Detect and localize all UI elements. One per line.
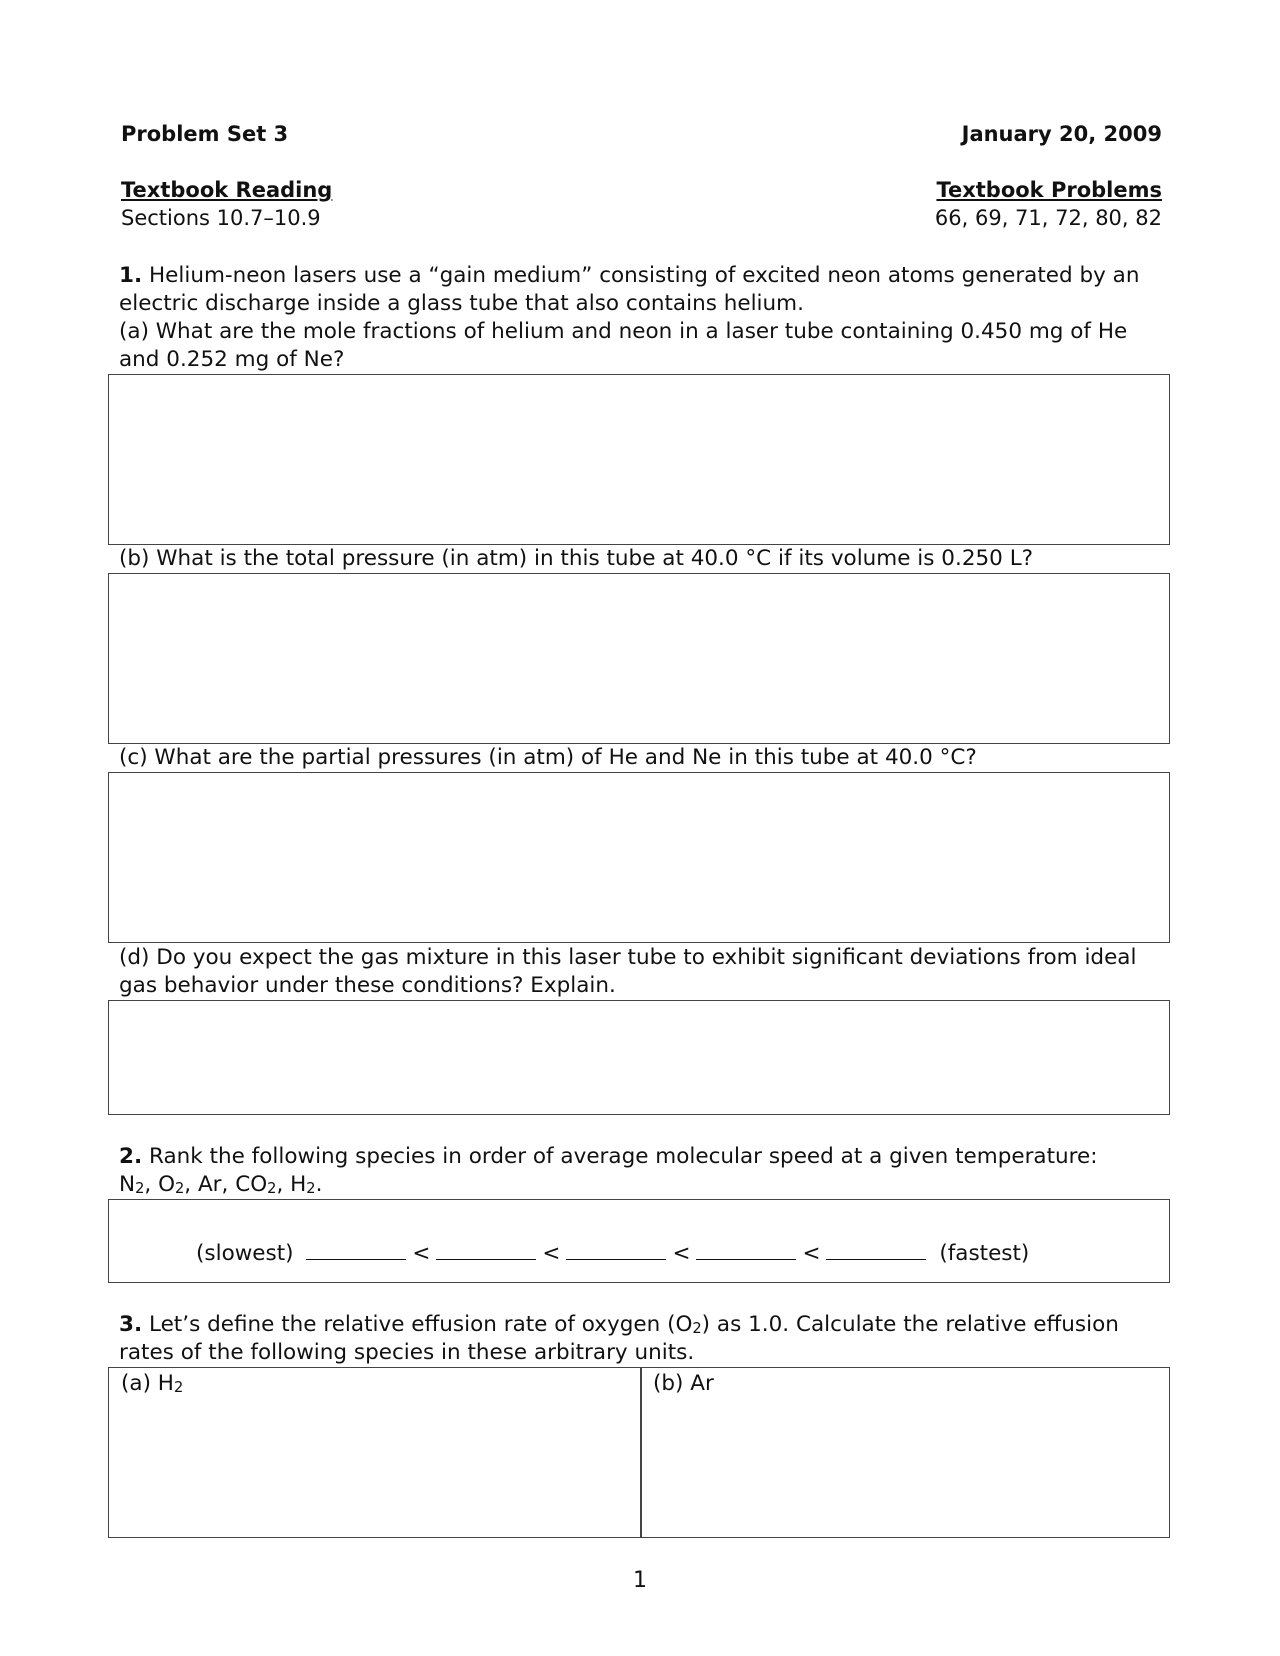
problem-set-title: Problem Set 3 [121,122,289,146]
species-co2: $CO_2$ [235,1172,277,1197]
q1-number: 1. [119,263,143,288]
q1c-text: (c) What are the partial pressures (in atm) of He and Ne in this tube at 40.0 °C? [119,745,977,770]
rank-blank-4[interactable] [696,1241,796,1260]
date: January 20, 2009 [961,122,1162,146]
page-number: 1 [633,1568,647,1593]
rank-blank-2[interactable] [436,1241,536,1260]
q3-answer-table [108,1367,1170,1538]
q1b-text: (b) What is the total pressure (in atm) in this tube at 40.0 °C if its volume is 0.250 L? [119,546,1034,571]
q1a-answer-box[interactable] [108,374,1170,545]
species-n2: $N_2$ [119,1172,145,1197]
lt-3: < [672,1241,691,1266]
q3b-cell[interactable]: (b) Ar [653,1371,714,1396]
lt-4: < [802,1241,821,1266]
species-o2: $O_2$ [158,1172,185,1197]
q1-intro [119,262,1167,374]
q2-ranking-line [196,1241,1029,1266]
problems-label: Textbook Problems [936,178,1162,202]
rank-blank-1[interactable] [306,1241,406,1260]
q3-cell-divider [640,1367,642,1538]
q1d-text: (d) Do you expect the gas mixture in this laser tube to exhibit significant deviations from ideal gas behavior under these conditions? Explain. [119,945,1137,998]
rank-blank-5[interactable] [826,1241,926,1260]
q2-number: 2. [119,1144,143,1169]
rank-blank-3[interactable] [566,1241,666,1260]
q1-intro-text: Helium-neon lasers use a “gain medium” consisting of excited neon atoms generated by an electric discharge inside a glass tube that also contains helium. [119,263,1140,316]
q1a-text: (a) What are the mole fractions of helium and neon in a laser tube containing 0.450 mg of He and 0.252 mg of Ne? [119,319,1128,372]
q3-text: 3. Let’s define the relative effusion rate of oxygen $(O_2)$ as 1.0. Calculate the relative effusion rates of the following species in these arbitrary units. [119,1312,1119,1365]
q2-question: Rank the following species in order of average molecular speed at a given temperature: [148,1144,1098,1169]
lt-1: < [412,1241,431,1266]
q3-number: 3. [119,1312,143,1337]
q3a-cell[interactable]: (a) $H_2$ [121,1371,184,1396]
reading-label: Textbook Reading [121,178,333,202]
problems-list: 66, 69, 71, 72, 80, 82 [934,206,1162,230]
fastest-label: (fastest) [939,1241,1030,1266]
q1d-answer-box[interactable] [108,1000,1170,1115]
species-h2: $H_2$ [290,1172,316,1197]
species-ar: Ar [197,1172,222,1197]
q1b-answer-box[interactable] [108,573,1170,744]
slowest-label: (slowest) [196,1241,294,1266]
q1c-answer-box[interactable] [108,772,1170,943]
q2-text: 2. Rank the following species in order of average molecular speed at a given temperature: $N_2$, $O_2$, Ar, $CO_2$, $H_2$. [119,1144,1098,1197]
lt-2: < [542,1241,561,1266]
reading-sections: Sections 10.7–10.9 [121,206,321,230]
